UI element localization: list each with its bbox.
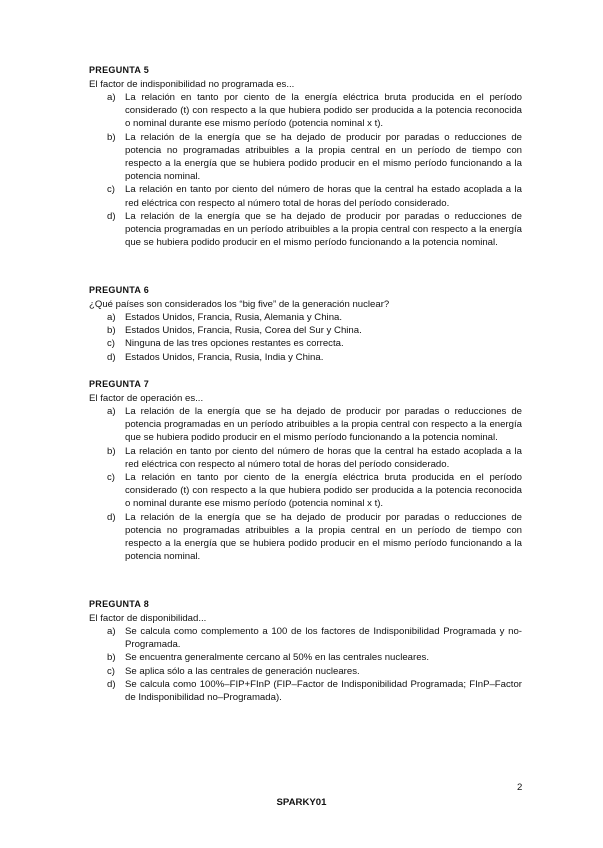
question-label: PREGUNTA 5 <box>89 65 150 75</box>
answer-option-d <box>89 351 522 364</box>
answer-option-a <box>89 91 522 131</box>
option-text: La relación en tanto por ciento del número de horas que la central ha estado acoplada a la red eléctrica con respecto al número total de horas del período considerado. <box>125 445 522 470</box>
footer-text: SPARKY01 <box>276 797 327 808</box>
option-letter: d) <box>107 511 116 523</box>
option-letter: c) <box>107 665 115 677</box>
option-letter: a) <box>107 406 116 417</box>
option-text: La relación de la energía que se ha dejado de producir por paradas o reducciones de potencia programadas en un período atribuibles a la propia central con respecto a la energía que se hubiera podido producir en el mismo período funcionando a la potencia nominal. <box>125 210 522 249</box>
answer-option-d <box>89 678 522 704</box>
answer-option-b <box>89 445 522 471</box>
option-letter: b) <box>107 445 116 457</box>
option-letter: c) <box>107 472 115 484</box>
question-stem: El factor de indisponibilidad no programada es... <box>89 79 295 90</box>
option-text: La relación de la energía que se ha dejado de producir por paradas o reducciones de potencia programadas en un período atribuibles a la propia central con respecto a la energía que se hubiera podido producir en el mismo período funcionando a la potencia nominal. <box>125 406 522 444</box>
option-letter: d) <box>107 351 116 363</box>
option-text: Se calcula como 100%–FIP+FInP (FIP–Factor de Indisponibilidad Programada; FInP–Factor de Indisponibilidad no–Programada). <box>125 678 522 704</box>
answer-option-c <box>89 665 522 678</box>
question-8 <box>89 598 522 704</box>
option-letter: a) <box>107 626 116 637</box>
option-text: Ninguna de las tres opciones restantes es correcta. <box>125 338 344 350</box>
option-text: Estados Unidos, Francia, Rusia, Alemania y China. <box>125 312 343 323</box>
option-text: Estados Unidos, Francia, Rusia, India y China. <box>125 351 324 363</box>
option-text: Se encuentra generalmente cercano al 50% en las centrales nucleares. <box>125 652 429 664</box>
answer-option-a <box>89 311 522 324</box>
answer-option-c <box>89 337 522 350</box>
answer-option-b <box>89 324 522 337</box>
option-text: Se calcula como complemento a 100 de los factores de Indisponibilidad Programada y no-Programada. <box>125 626 522 651</box>
answer-options <box>89 625 522 704</box>
option-letter: d) <box>107 678 116 690</box>
option-letter: a) <box>107 92 116 103</box>
option-letter: c) <box>107 184 115 196</box>
question-7 <box>89 378 522 563</box>
answer-option-d <box>89 511 522 564</box>
answer-option-c <box>89 471 522 511</box>
question-label: PREGUNTA 8 <box>89 599 150 609</box>
answer-option-b <box>89 651 522 664</box>
answer-option-d <box>89 210 522 250</box>
answer-options <box>89 405 522 563</box>
answer-option-a <box>89 625 522 651</box>
question-stem: ¿Qué países son considerados los “big five” de la generación nuclear? <box>89 299 390 310</box>
option-letter: b) <box>107 131 116 143</box>
answer-option-a <box>89 405 522 445</box>
question-5 <box>89 64 522 249</box>
page-number: 2 <box>517 782 523 793</box>
option-letter: b) <box>107 325 116 337</box>
option-letter: b) <box>107 652 116 664</box>
question-stem: El factor de operación es... <box>89 393 204 404</box>
answer-option-c <box>89 183 522 209</box>
answer-options <box>89 311 522 364</box>
question-label: PREGUNTA 7 <box>89 379 150 389</box>
option-letter: d) <box>107 210 116 222</box>
option-text: Se aplica sólo a las centrales de generación nucleares. <box>125 665 360 677</box>
option-text: La relación en tanto por ciento del número de horas que la central ha estado acoplada a la red eléctrica con respecto al número total de horas del período considerado. <box>125 184 522 209</box>
option-text: Estados Unidos, Francia, Rusia, Corea del Sur y China. <box>125 325 362 337</box>
question-stem: El factor de disponibilidad... <box>89 613 207 624</box>
answer-option-b <box>89 131 522 184</box>
option-letter: a) <box>107 312 116 323</box>
option-text: La relación de la energía que se ha dejado de producir por paradas o reducciones de potencia no programadas atribuibles a la propia central en un período de tiempo con respecto a la energía que se hubiera podido producir en el mismo período funcionando a la potencia nominal. <box>125 131 522 183</box>
option-letter: c) <box>107 338 115 350</box>
option-text: La relación de la energía que se ha dejado de producir por paradas o reducciones de potencia no programadas atribuibles a la propia central en un período de tiempo con respecto a la energía que se hubiera podido producir en el mismo período funcionando a la potencia nominal. <box>125 511 522 563</box>
answer-options <box>89 91 522 249</box>
question-6 <box>89 284 522 364</box>
option-text: La relación en tanto por ciento de la energía eléctrica bruta producida en el período considerado (t) con respecto a la que hubiera podido ser producida a la potencia reconocida o nominal durante ese mismo período (potencia nominal x t). <box>125 92 522 130</box>
option-text: La relación en tanto por ciento de la energía eléctrica bruta producida en el período considerado (t) con respecto a la que hubiera podido ser producida a la potencia reconocida o nominal durante ese mismo período (potencia nominal x t). <box>125 472 522 510</box>
question-label: PREGUNTA 6 <box>89 285 150 295</box>
